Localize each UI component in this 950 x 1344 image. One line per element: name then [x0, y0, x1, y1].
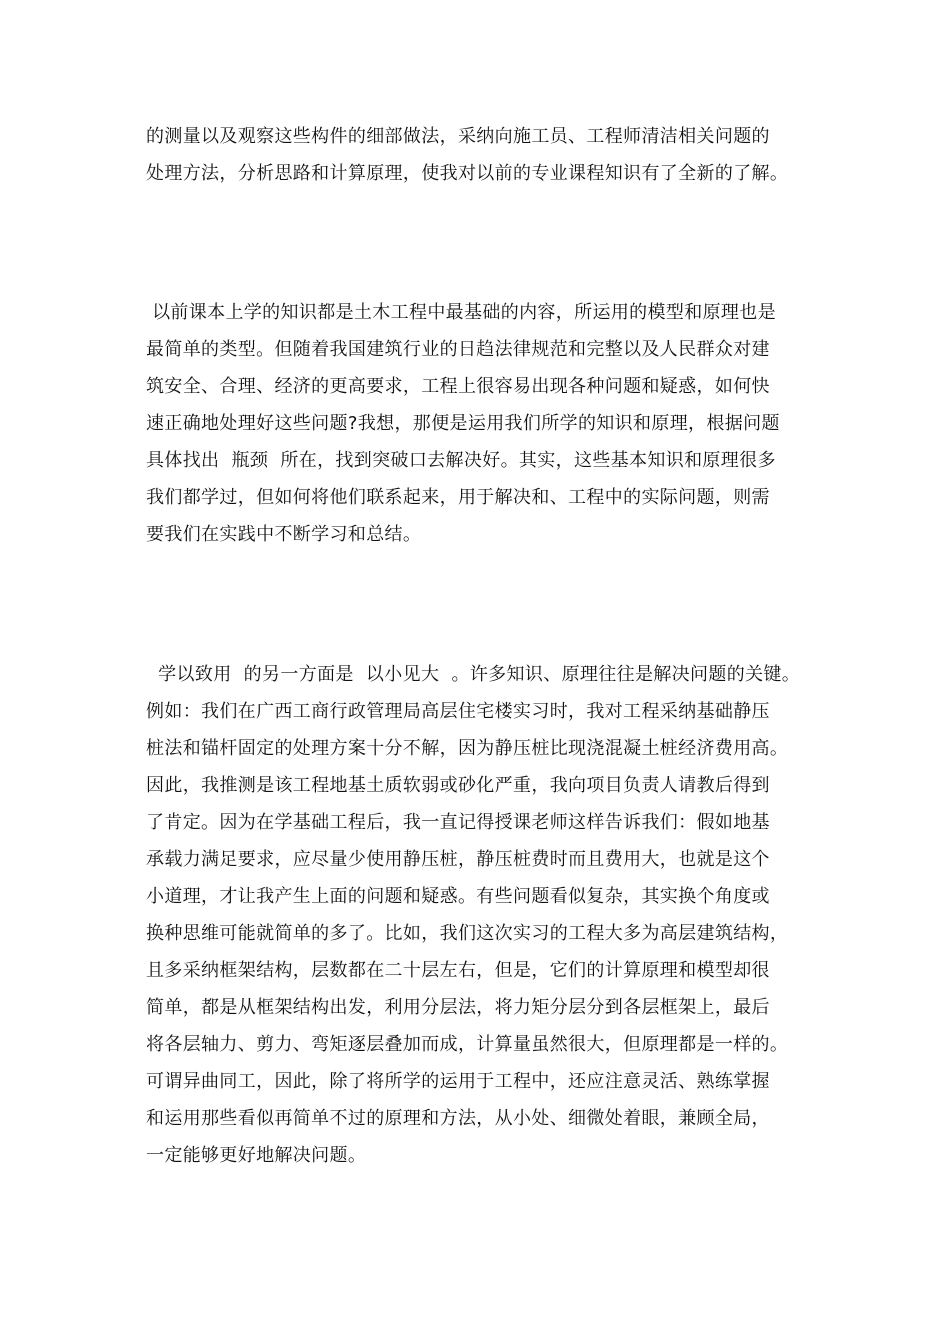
text-line: 学以致用 的另一方面是 以小见大 。许多知识、原理往往是解决问题的关键。 [146, 664, 801, 685]
text-line: 简单，都是从框架结构出发，利用分层法，将力矩分层分到各层框架上，最后 [146, 997, 770, 1018]
text-line: 的测量以及观察这些构件的细部做法，采纳向施工员、工程师清洁相关问题的 [146, 126, 770, 147]
text-line: 速正确地处理好这些问题?我想，那便是运用我们所学的知识和原理，根据问题 [146, 413, 780, 434]
text-line: 承载力满足要求，应尽量少使用静压桩，静压桩费时而且费用大，也就是这个 [146, 849, 770, 870]
text-line: 因此，我推测是该工程地基土质软弱或砂化严重，我向项目负责人请教后得到 [146, 775, 770, 796]
text-line: 且多采纳框架结构，层数都在二十层左右，但是，它们的计算原理和模型却很 [146, 960, 770, 981]
text-line: 我们都学过，但如何将他们联系起来，用于解决和、工程中的实际问题，则需 [146, 487, 770, 508]
text-line: 一定能够更好地解决问题。 [146, 1145, 367, 1166]
text-line: 换种思维可能就简单的多了。比如，我们这次实习的工程大多为高层建筑结构， [146, 923, 789, 944]
text-line: 可谓异曲同工，因此，除了将所学的运用于工程中，还应注意灵活、熟练掌握 [146, 1071, 770, 1092]
text-line: 了肯定。因为在学基础工程后，我一直记得授课老师这样告诉我们：假如地基 [146, 812, 770, 833]
text-line: 小道理，才让我产生上面的问题和疑惑。有些问题看似复杂，其实换个角度或 [146, 886, 770, 907]
paragraph-2 [146, 294, 826, 553]
text-line: 要我们在实践中不断学习和总结。 [146, 524, 422, 545]
paragraph-1 [146, 118, 826, 192]
text-line: 桩法和锚杆固定的处理方案十分不解，因为静压桩比现浇混凝土桩经济费用高。 [146, 738, 789, 759]
text-line: 以前课本上学的知识都是土木工程中最基础的内容，所运用的模型和原理也是 [146, 302, 776, 323]
paragraph-3 [146, 656, 826, 1174]
text-line: 筑安全、合理、经济的更高要求，工程上很容易出现各种问题和疑惑，如何快 [146, 376, 770, 397]
text-line: 最简单的类型。但随着我国建筑行业的日趋法律规范和完整以及人民群众对建 [146, 339, 770, 360]
text-line: 例如：我们在广西工商行政管理局高层住宅楼实习时，我对工程采纳基础静压 [146, 701, 770, 722]
text-line: 将各层轴力、剪力、弯矩逐层叠加而成，计算量虽然很大，但原理都是一样的。 [146, 1034, 789, 1055]
text-line: 处理方法，分析思路和计算原理，使我对以前的专业课程知识有了全新的了解。 [146, 163, 789, 184]
text-line: 和运用那些看似再简单不过的原理和方法，从小处、细微处着眼，兼顾全局， [146, 1108, 770, 1129]
text-line: 具体找出 瓶颈 所在，找到突破口去解决好。其实，这些基本知识和原理很多 [146, 450, 776, 471]
